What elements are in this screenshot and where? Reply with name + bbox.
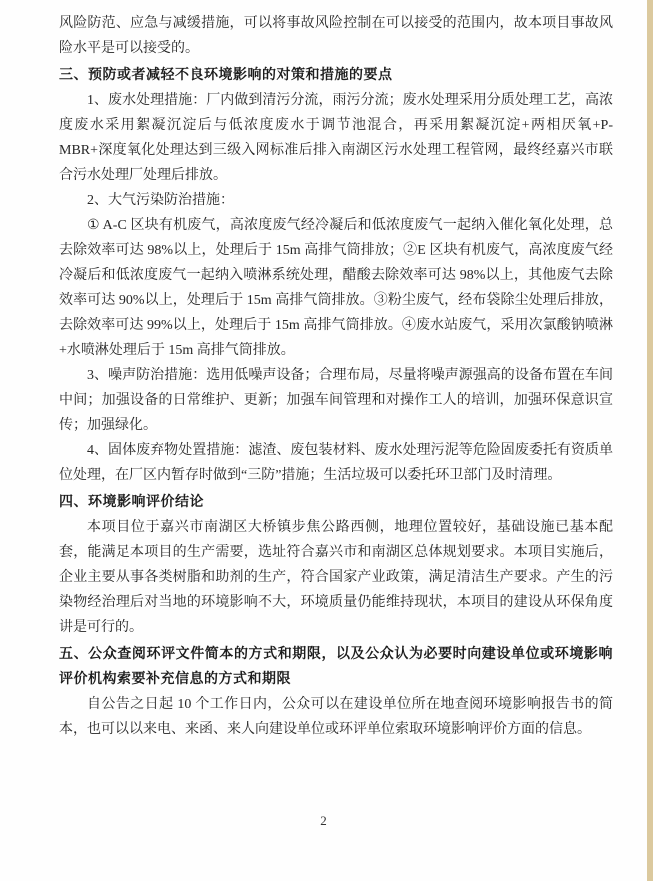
body-paragraph: 本项目位于嘉兴市南湖区大桥镇步焦公路西侧，地理位置较好，基础设施已基本配套，能满足本项目的生产需要，选址符合嘉兴市和南湖区总体规划要求。本项目实施后，企业主要从事各类树脂和助剂的生产，符合国家产业政策，满足清洁生产要求。产生的污染物经治理后对当地的环境影响不大，环境质量仍能维持现状，本项目的建设从环保角度讲是可行的。 (59, 520, 613, 635)
page-number: 2 (320, 813, 327, 828)
section-heading: 四、环境影响评价结论 (59, 493, 204, 509)
body-paragraph: 3、噪声防治措施：选用低噪声设备；合理布局，尽量将噪声源强高的设备布置在车间中间；加强设备的日常维护、更新；加强车间管理和对操作工人的培训，加强环保意识宣传；加强绿化。 (59, 368, 613, 433)
body-paragraph: 风险防范、应急与减缓措施，可以将事故风险控制在可以接受的范围内，故本项目事故风险水平是可以接受的。 (59, 16, 613, 56)
body-paragraph: 4、固体废弃物处置措施：滤渣、废包装材料、废水处理污泥等危险固废委托有资质单位处理，在厂区内暂存时做到“三防”措施；生活垃圾可以委托环卫部门及时清理。 (59, 443, 613, 483)
body-paragraph: 2、大气污染防治措施： (87, 193, 234, 208)
body-paragraph: ① A-C 区块有机废气，高浓度废气经冷凝后和低浓度废气一起纳入催化氧化处理，总去除效率可达 98%以上，处理后于 15m 高排气筒排放；②E 区块有机废气，高浓度废气经冷凝后和低浓度废气一起纳入喷淋系统处理，醋酸去除效率可达 98%以上，其他废气去除效率可达 90%以上，处理后于 15m 高排气筒排放。③粉尘废气，经布袋除尘处理后排放，去除效率可达 99%以上，处理后于 15m 高排气筒排放。④废水站废气，采用次氯酸钠喷淋+水喷淋处理后于 15m 高排气筒排放。 (59, 218, 613, 358)
body-paragraph: 1、废水处理措施：厂内做到清污分流，雨污分流；废水处理采用分质处理工艺，高浓度废水采用絮凝沉淀后与低浓度废水于调节池混合，再采用絮凝沉淀+两相厌氧+P-MBR+深度氧化处理达到三级入网标准后排入南湖区污水处理工程管网，最终经嘉兴市联合污水处理厂处理后排放。 (59, 93, 613, 183)
body-paragraph: 自公告之日起 10 个工作日内，公众可以在建设单位所在地查阅环境影响报告书的简本，也可以以来电、来函、来人向建设单位或环评单位索取环境影响评价方面的信息。 (59, 697, 613, 737)
section-heading: 五、公众查阅环评文件简本的方式和期限，以及公众认为必要时向建设单位或环境影响评价机构索要补充信息的方式和期限 (59, 645, 613, 686)
section-heading: 三、预防或者减轻不良环境影响的对策和措施的要点 (59, 66, 393, 82)
document-body (59, 11, 613, 742)
scan-edge-strip (647, 0, 653, 881)
